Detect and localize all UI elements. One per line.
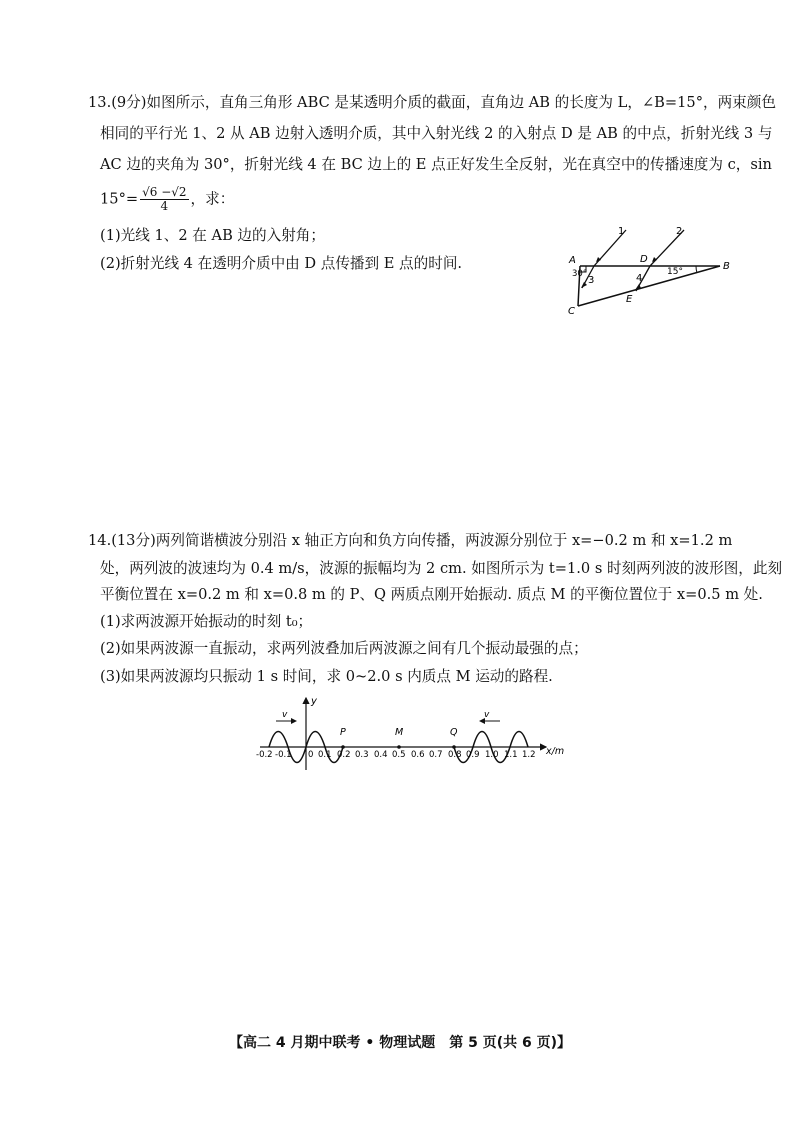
x-axis-label: x/m [546,746,565,757]
tick-label: 0.3 [355,750,369,760]
label-a: A [569,255,576,266]
label-ray-3: 3 [588,275,595,286]
tick-label: 0 [308,750,314,760]
point-p-dot [341,745,345,749]
tick-label: 1.0 [485,750,499,760]
y-axis-label: y [311,696,317,707]
q13-frac-numerator: √6 −√2 [142,185,187,199]
q13-sin-fraction [140,186,188,213]
label-d: D [640,254,648,265]
label-q: Q [450,727,458,738]
tick-label: 0.2 [337,750,351,760]
label-angle-a: 30° [572,269,588,279]
ray-3-arrow [581,282,587,288]
q14-line2: 处，两列波的波速均为 0.4 m/s，波源的振幅均为 2 cm. 如图所示为 t=1.0 s 时刻两列波的波形图，此刻 [100,560,783,577]
q14-sub2: (2)如果两波源一直振动，求两列波叠加后两波源之间有几个振动最强的点； [100,640,588,657]
point-q-dot [452,745,456,749]
tick-label: 0.6 [411,750,425,760]
tick-label: 0.1 [318,750,332,760]
q13-sin-lhs: 15°= [100,190,139,208]
label-ray-2: 2 [676,226,683,237]
label-angle-b: 15° [667,267,683,277]
q13-triangle-figure [560,222,730,322]
q14-line3: 平衡位置在 x=0.2 m 和 x=0.8 m 的 P、Q 两质点刚开始振动. 质点 M 的平衡位置位于 x=0.5 m 处. [100,586,763,603]
tick-label: 1.1 [504,750,518,760]
label-e: E [626,294,633,305]
q13-line1: 13.(9分)如图所示，直角三角形 ABC 是某透明介质的截面，直角边 AB 的长度为 L，∠B=15°，两束颜色 [88,94,776,111]
q13-line2: 相同的平行光 1、2 从 AB 边射入透明介质，其中入射光线 2 的入射点 D 是 AB 的中点，折射光线 3 与 [100,125,773,142]
tick-label: 0.7 [429,750,443,760]
q14-line1: 14.(13分)两列简谐横波分别沿 x 轴正方向和负方向传播，两波源分别位于 x=−0.2 m 和 x=1.2 m [88,532,733,549]
tick-label: 0.8 [448,750,462,760]
q13-sub2: (2)折射光线 4 在透明介质中由 D 点传播到 E 点的时间. [100,255,463,272]
tick-label: 1.2 [522,750,536,760]
q13-sub1: (1)光线 1、2 在 AB 边的入射角； [100,227,325,244]
point-m-dot [397,745,401,749]
q14-sub3: (3)如果两波源均只振动 1 s 时间，求 0~2.0 s 内质点 M 运动的路程. [100,668,553,685]
side-bc [578,266,720,306]
label-ray-4: 4 [636,273,643,284]
q13-frac-denominator: 4 [160,199,169,213]
x-tick-labels [256,750,536,760]
tick-label: 0.4 [374,750,388,760]
q14-sub1: (1)求两波源开始振动的时刻 t₀； [100,613,313,630]
label-c: C [568,306,575,317]
left-velocity-label: v [282,710,288,720]
label-b: B [723,261,730,272]
tick-label: -0.2 [256,750,273,760]
right-velocity-label: v [484,710,490,720]
label-p: P [340,727,346,738]
q13-ask: ，求： [190,190,235,208]
label-m: M [395,727,404,738]
tick-label: 0.9 [466,750,480,760]
tick-label: 0.5 [392,750,406,760]
label-ray-1: 1 [618,226,625,237]
q13-line3: AC 边的夹角为 30°，折射光线 4 在 BC 边上的 E 点正好发生全反射，光在真空中的传播速度为 c，sin [100,156,772,173]
q14-wave-figure [254,694,574,772]
tick-label: -0.1 [275,750,292,760]
q13-line4 [100,186,234,213]
page-footer: 【高二 4 月期中联考 • 物理试题 第 5 页(共 6 页)】 [229,1035,571,1051]
